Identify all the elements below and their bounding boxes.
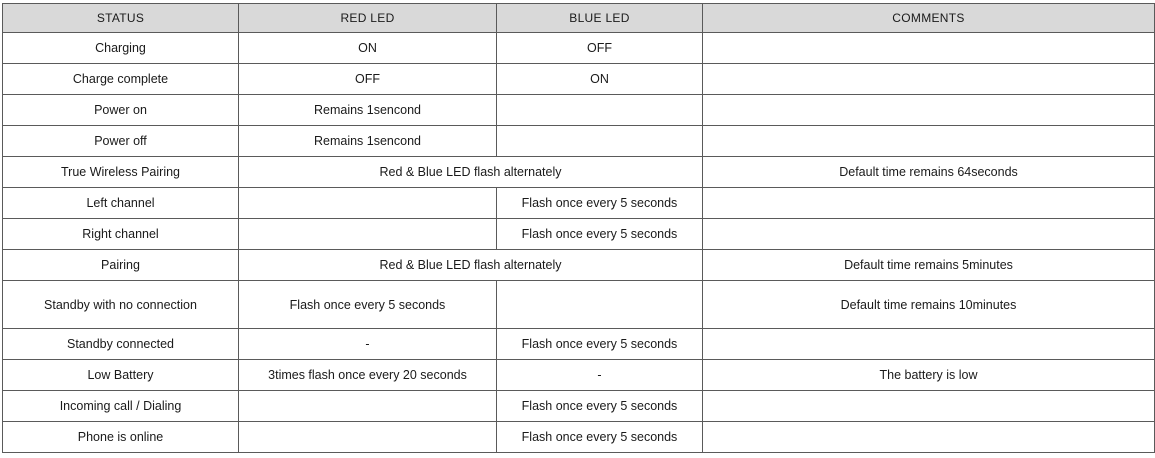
header-red-led: RED LED — [239, 4, 497, 33]
red-led-cell — [239, 188, 497, 219]
red-led-cell: ON — [239, 33, 497, 64]
comments-cell: The battery is low — [703, 360, 1155, 391]
table-row — [3, 281, 1155, 329]
status-cell: Right channel — [3, 219, 239, 250]
table-row — [3, 33, 1155, 64]
table-row — [3, 250, 1155, 281]
blue-led-cell — [497, 281, 703, 329]
header-blue-led: BLUE LED — [497, 4, 703, 33]
status-cell: Power on — [3, 95, 239, 126]
comments-cell — [703, 33, 1155, 64]
blue-led-cell: Flash once every 5 seconds — [497, 422, 703, 453]
header-row — [3, 4, 1155, 33]
table-row — [3, 219, 1155, 250]
blue-led-cell: - — [497, 360, 703, 391]
comments-cell — [703, 391, 1155, 422]
red-led-cell: OFF — [239, 64, 497, 95]
comments-cell: Default time remains 5minutes — [703, 250, 1155, 281]
comments-cell — [703, 95, 1155, 126]
comments-cell — [703, 219, 1155, 250]
blue-led-cell: Flash once every 5 seconds — [497, 329, 703, 360]
red-led-cell: Remains 1sencond — [239, 126, 497, 157]
status-cell: Incoming call / Dialing — [3, 391, 239, 422]
red-led-cell: Flash once every 5 seconds — [239, 281, 497, 329]
blue-led-cell: Flash once every 5 seconds — [497, 188, 703, 219]
status-cell: Pairing — [3, 250, 239, 281]
red-led-cell: - — [239, 329, 497, 360]
blue-led-cell: Flash once every 5 seconds — [497, 391, 703, 422]
red-led-cell — [239, 219, 497, 250]
table-row — [3, 157, 1155, 188]
table-row — [3, 391, 1155, 422]
table-row — [3, 329, 1155, 360]
red-led-cell — [239, 391, 497, 422]
status-cell: Standby with no connection — [3, 281, 239, 329]
comments-cell — [703, 64, 1155, 95]
red-led-cell: 3times flash once every 20 seconds — [239, 360, 497, 391]
comments-cell: Default time remains 10minutes — [703, 281, 1155, 329]
blue-led-cell: OFF — [497, 33, 703, 64]
table-row — [3, 360, 1155, 391]
comments-cell — [703, 126, 1155, 157]
table-row — [3, 64, 1155, 95]
status-cell: Charge complete — [3, 64, 239, 95]
status-cell: Power off — [3, 126, 239, 157]
status-cell: True Wireless Pairing — [3, 157, 239, 188]
table-row — [3, 95, 1155, 126]
merged-led-cell: Red & Blue LED flash alternately — [239, 157, 703, 188]
red-led-cell — [239, 422, 497, 453]
status-cell: Left channel — [3, 188, 239, 219]
red-led-cell: Remains 1sencond — [239, 95, 497, 126]
header-comments: COMMENTS — [703, 4, 1155, 33]
blue-led-cell — [497, 126, 703, 157]
led-status-table — [2, 3, 1155, 453]
status-cell: Standby connected — [3, 329, 239, 360]
status-cell: Low Battery — [3, 360, 239, 391]
status-cell: Phone is online — [3, 422, 239, 453]
blue-led-cell: Flash once every 5 seconds — [497, 219, 703, 250]
blue-led-cell: ON — [497, 64, 703, 95]
comments-cell — [703, 422, 1155, 453]
table-row — [3, 188, 1155, 219]
comments-cell: Default time remains 64seconds — [703, 157, 1155, 188]
header-status: STATUS — [3, 4, 239, 33]
comments-cell — [703, 329, 1155, 360]
table-row — [3, 126, 1155, 157]
table-row — [3, 422, 1155, 453]
blue-led-cell — [497, 95, 703, 126]
comments-cell — [703, 188, 1155, 219]
merged-led-cell: Red & Blue LED flash alternately — [239, 250, 703, 281]
status-cell: Charging — [3, 33, 239, 64]
